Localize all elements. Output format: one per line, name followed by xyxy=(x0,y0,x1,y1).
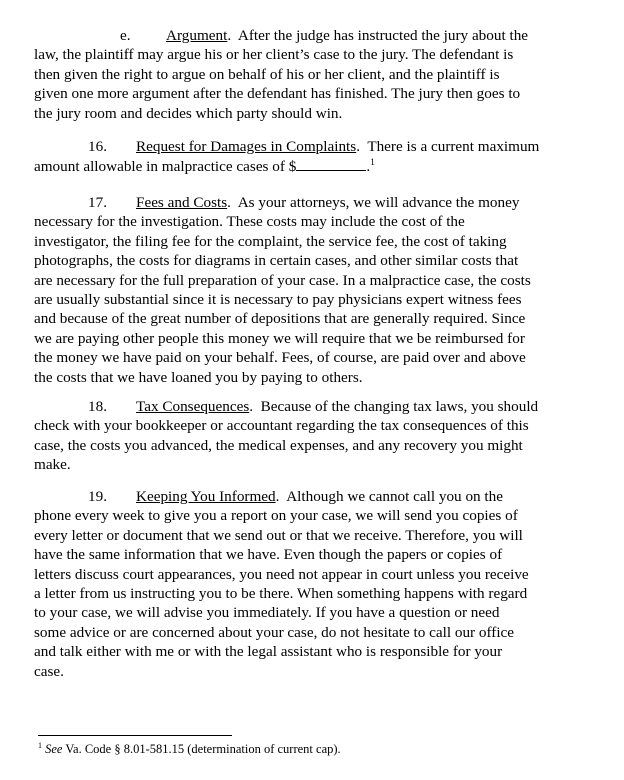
paragraph-text: There is a current maximum xyxy=(367,138,540,155)
paragraph-text: we are paying other people this money we will require that we be reimbursed for xyxy=(34,329,525,347)
paragraph-text: the costs that we have loaned you by paying to others. xyxy=(34,368,363,386)
paragraph-text: have the same information that we have. Even though the papers or copies of xyxy=(34,546,503,564)
paragraph-number: e. xyxy=(120,27,131,44)
paragraph-fees-and-costs xyxy=(34,193,594,387)
paragraph-keeping-you-informed xyxy=(34,487,594,681)
paragraph-text: case. xyxy=(34,662,64,680)
footnote xyxy=(38,742,341,757)
paragraph-text: case, the costs you advanced, the medical expenses, and any recovery you might xyxy=(34,436,523,454)
paragraph-text: and because of the great number of depositions that are generally required. Since xyxy=(34,310,526,328)
paragraph-text-line xyxy=(34,156,594,176)
paragraph-heading: Keeping You Informed xyxy=(136,488,276,505)
paragraph-number: 17. xyxy=(88,194,107,211)
paragraph-text: the money we have paid on your behalf. Fees, of course, are paid over and above xyxy=(34,349,526,367)
paragraph-heading: Tax Consequences xyxy=(136,398,250,415)
paragraph-text: are usually substantial since it is necessary to pay physicians expert witness fees xyxy=(34,291,522,309)
paragraph-text: make. xyxy=(34,456,71,474)
paragraph-text: Although we cannot call you on the xyxy=(286,488,503,505)
paragraph-text: check with your bookkeeper or accountant regarding the tax consequences of this xyxy=(34,417,529,435)
paragraph-number: 19. xyxy=(88,488,107,505)
paragraph-text: As your attorneys, we will advance the money xyxy=(237,194,520,211)
paragraph-text: are necessary for the full preparation of your case. In a malpractice case, the costs xyxy=(34,271,531,289)
paragraph-text: letters discuss court appearances, you need not appear in court unless you receive xyxy=(34,565,529,583)
paragraph-number: 18. xyxy=(88,398,107,415)
paragraph-text: After the judge has instructed the jury about the xyxy=(237,27,529,44)
footnote-signal: See xyxy=(45,742,63,756)
footnote-text: Va. Code § 8.01-581.15 (determination of current cap). xyxy=(65,742,341,756)
paragraph-tax-consequences xyxy=(34,397,594,475)
paragraph-text: amount allowable in malpractice cases of $ xyxy=(34,158,297,176)
blank-suffix: . xyxy=(366,158,371,176)
paragraph-argument xyxy=(34,26,594,123)
paragraph-text: Because of the changing tax laws, you should xyxy=(260,398,539,415)
paragraph-text: investigator, the filing fee for the complaint, the service fee, the cost of taking xyxy=(34,232,507,250)
paragraph-text: the jury room and decides which party should win. xyxy=(34,104,343,122)
paragraph-text: some advice or are concerned about your case, do not hesitate to call our office xyxy=(34,623,515,641)
paragraph-text: given one more argument after the defendant has finished. The jury then goes to xyxy=(34,85,521,103)
paragraph-heading: Fees and Costs xyxy=(136,194,228,211)
paragraph-first-line: 19. Keeping You Informed. Although we cannot call you on the xyxy=(88,488,503,505)
paragraph-text: necessary for the investigation. These costs may include the cost of the xyxy=(34,213,465,231)
paragraph-text: every letter or document that we send out or that we receive. Therefore, you will xyxy=(34,526,523,544)
footnote-marker: 1 xyxy=(38,741,42,750)
paragraph-number: 16. xyxy=(88,138,107,155)
paragraph-first-line: e. Argument. After the judge has instructed the jury about the xyxy=(120,27,529,44)
paragraph-text: then given the right to argue on behalf of his or her client, and the plaintiff is xyxy=(34,65,500,83)
paragraph-first-line: 16. Request for Damages in Complaints. There is a current maximum xyxy=(88,138,540,155)
paragraph-heading: Argument xyxy=(166,27,228,44)
paragraph-text: to your case, we will advise you immediately. If you have a question or need xyxy=(34,604,500,622)
amount-blank-field xyxy=(296,156,366,171)
paragraph-first-line: 18. Tax Consequences. Because of the changing tax laws, you should xyxy=(88,398,539,415)
footnote-separator xyxy=(38,735,232,736)
paragraph-heading: Request for Damages in Complaints xyxy=(136,138,357,155)
paragraph-text: phone every week to give you a report on your case, we will send you copies of xyxy=(34,507,518,525)
paragraph-text: law, the plaintiff may argue his or her client’s case to the jury. The defendant is xyxy=(34,46,514,64)
paragraph-request-for-damages xyxy=(34,137,594,177)
paragraph-first-line: 17. Fees and Costs. As your attorneys, we will advance the money xyxy=(88,194,520,211)
footnote-reference: 1 xyxy=(370,158,375,169)
paragraph-text: and talk either with me or with the legal assistant who is responsible for your xyxy=(34,643,503,661)
paragraph-text: a letter from us instructing you to be there. When something happens with regard xyxy=(34,585,528,603)
paragraph-text: photographs, the costs for diagrams in certain cases, and other similar costs that xyxy=(34,252,519,270)
